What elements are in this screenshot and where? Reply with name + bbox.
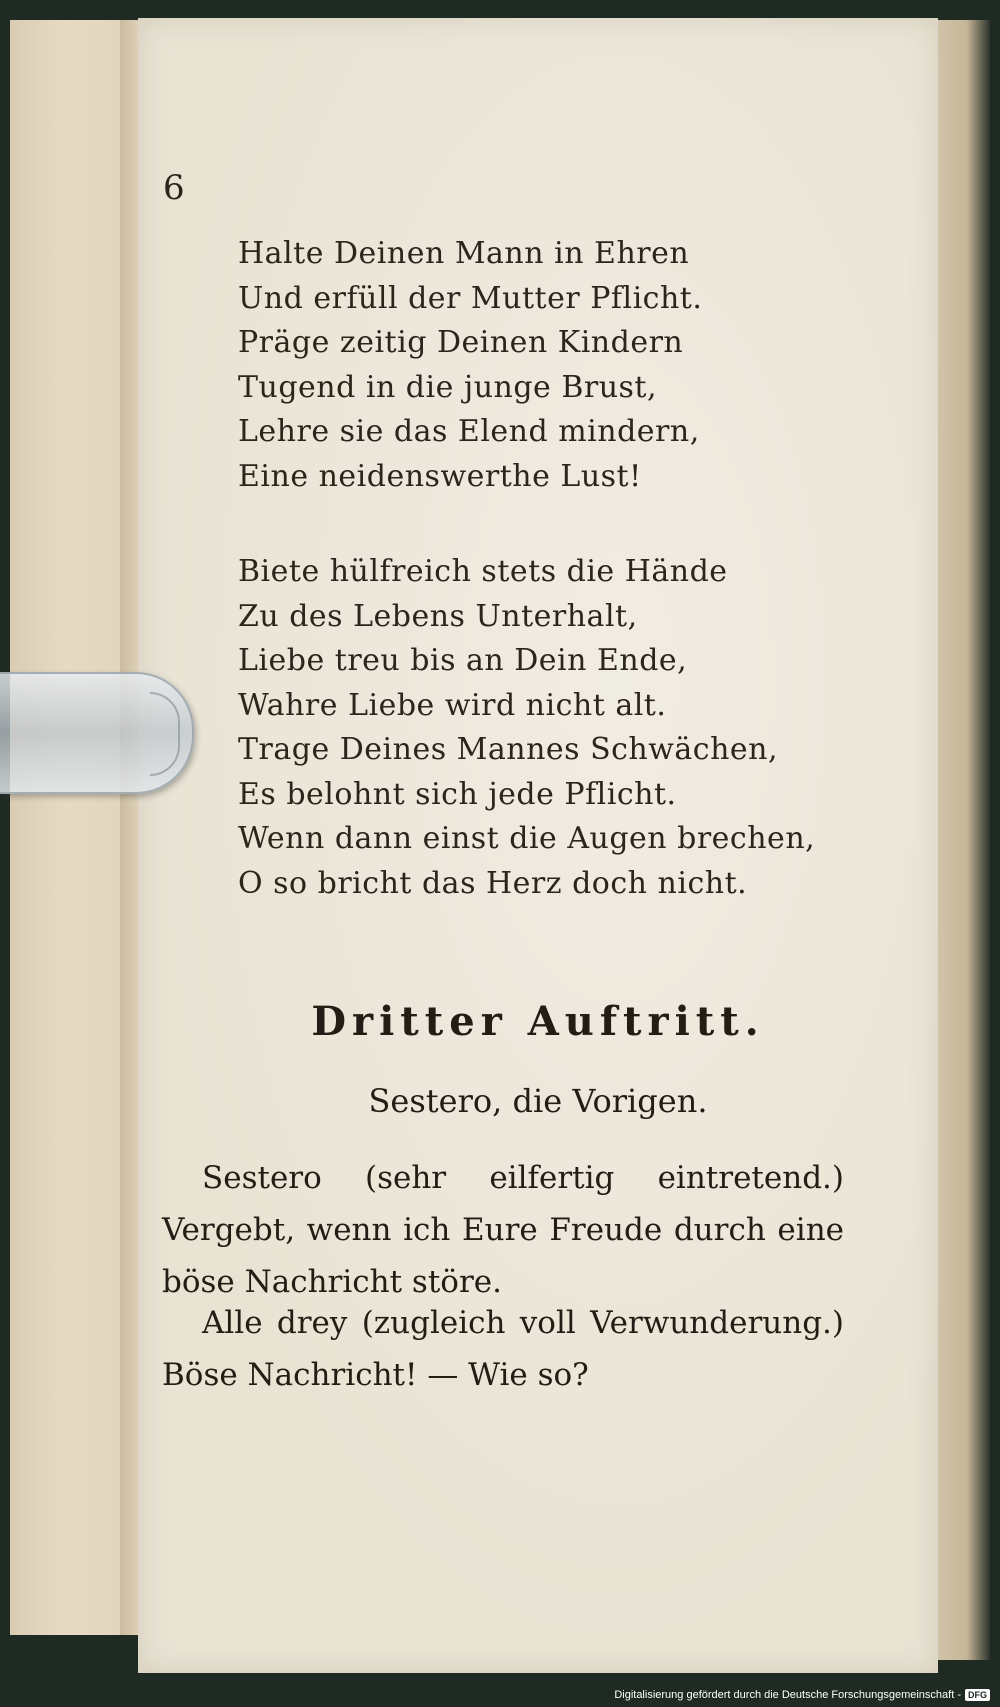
right-page-edges xyxy=(932,20,990,1660)
stanza-1 xyxy=(238,232,702,499)
verse-line: Halte Deinen Mann in Ehren xyxy=(238,236,690,271)
page-clip-icon xyxy=(0,672,194,794)
verse-line: Und erfüll der Mutter Pflicht. xyxy=(238,280,703,316)
verse-line: Wenn dann einst die Augen brechen, xyxy=(238,821,816,856)
footer-credit: Digitalisierung gefördert durch die Deutsche Forschungsgemeinschaft - xyxy=(614,1689,961,1701)
verse-line: Liebe treu bis an Dein Ende, xyxy=(238,643,688,678)
verse-line: Präge zeitig Deinen Kindern xyxy=(238,325,684,360)
dialogue-paragraph: Alle drey (zugleich voll Verwunderung.) Böse Nachricht! — Wie so? xyxy=(162,1305,844,1393)
dfg-logo-icon: DFG xyxy=(965,1689,990,1701)
page-number: 6 xyxy=(163,168,185,208)
verse-line: Biete hülfreich stets die Hände xyxy=(238,554,728,589)
cover-edge xyxy=(120,20,138,1635)
verse-line: Tugend in die junge Brust, xyxy=(238,369,658,405)
verse-line: Trage Deines Mannes Schwächen, xyxy=(238,732,779,767)
character-list: Sestero, die Vorigen. xyxy=(368,1082,708,1120)
dialogue-paragraph: Sestero (sehr eilfertig eintretend.) Vergebt, wenn ich Eure Freude durch eine böse Nachricht störe. xyxy=(162,1160,844,1300)
verse-line: Wahre Liebe wird nicht alt. xyxy=(238,687,667,723)
verse-line: Zu des Lebens Unterhalt, xyxy=(238,598,638,634)
verse-line: Es belohnt sich jede Pflicht. xyxy=(238,776,677,812)
scene-heading: Dritter Auftritt. xyxy=(311,998,765,1045)
stanza-2 xyxy=(238,550,815,906)
verse-line: Eine neidenswerthe Lust! xyxy=(238,458,642,494)
verse-line: O so bricht das Herz doch nicht. xyxy=(238,865,748,901)
clip-loop xyxy=(150,692,180,776)
verse-line: Lehre sie das Elend mindern, xyxy=(238,414,700,449)
footer-bar xyxy=(614,1685,990,1705)
